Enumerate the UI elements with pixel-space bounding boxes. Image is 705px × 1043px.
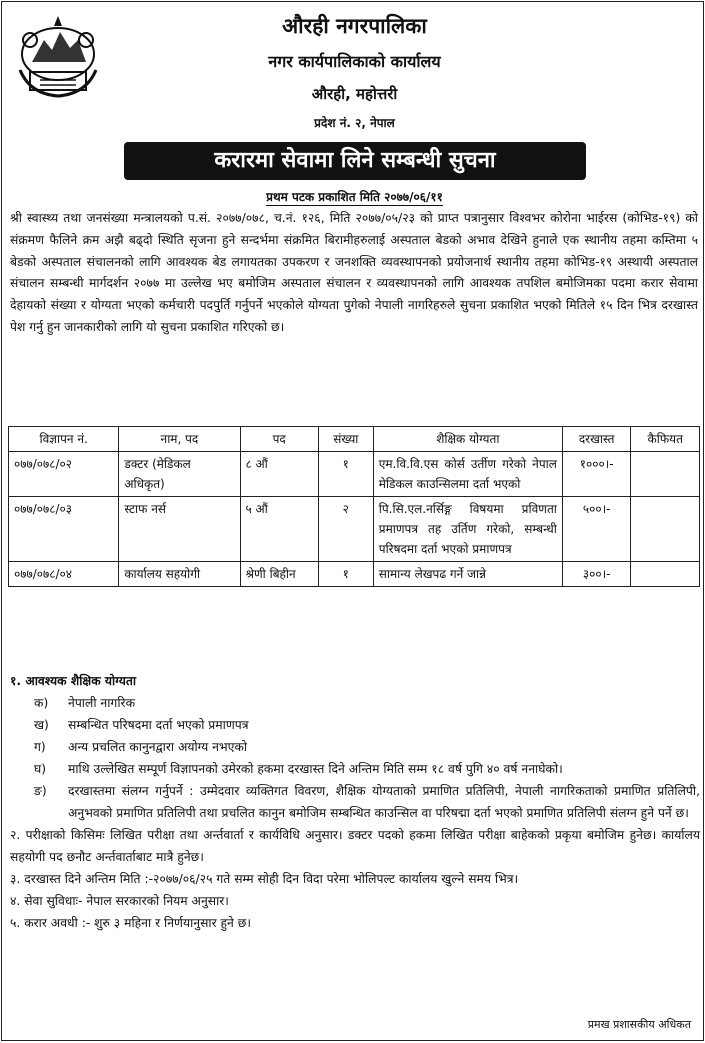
- col-ad-number: विज्ञापन नं.: [9, 427, 119, 452]
- notice-page: [1, 1, 704, 1041]
- cell-qualification: पि.सि.एल.नर्सिङ्ग विषयमा प्रविणता प्रमाणपत्र तह उर्तिण गरेको, सम्बन्धी परिषदमा दर्ता भएको प्रमाणपत्र: [373, 497, 562, 562]
- cell-ad-number: ०७७/०७८/०४: [9, 562, 119, 587]
- list-item-text: दरखास्तमा संलग्न गर्नुपर्ने : उम्मेदवार व्यक्तिगत विवरण, शैक्षिक योग्यताको प्रमाणित प्रतिलिपी, नेपाली नागरिकताको प्रमाणित प्रतिलिपी, अनुभवको प्रमाणित प्रतिलिपी तथा प्रचलित कानुन बमोजिम सम्बन्धित काउन्सिल वा परिषद्मा दर्ता भएको प्रमाणित प्रतिलिपी संलग्न हुने पर्ने छ।: [68, 784, 700, 820]
- cell-fee: ३००।-: [562, 562, 631, 587]
- publish-date: [2, 188, 704, 205]
- province-line: प्रदेश नं. २, नेपाल: [314, 116, 395, 130]
- cell-qualification: एम.वि.वि.एस कोर्स उर्तीण गरेको नेपाल मेडिकल काउन्सिलमा दर्ता भएको: [373, 452, 562, 497]
- requirements-title: १. आवश्यक शैक्षिक योग्यता: [10, 674, 137, 688]
- requirements-section: [10, 670, 700, 934]
- list-item: [10, 692, 700, 714]
- list-item: [10, 714, 700, 736]
- list-item-text: नेपाली नागरिक: [68, 696, 136, 710]
- table-header-row: [9, 427, 700, 452]
- signature-title: प्रमख प्रशासकीय अधिकत: [587, 1018, 691, 1031]
- vacancy-table: [8, 426, 700, 587]
- cell-count: १: [318, 562, 373, 587]
- list-item-text: अन्य प्रचलित कानुनद्वारा अयोग्य नभएको: [68, 740, 248, 754]
- exam-type-point: २. परीक्षाको किसिमः लिखित परीक्षा तथा अर्न्तवार्ता र कार्यविधि अनुसार। डक्टर पदको हकमा लिखित परीक्षा बाहेकको प्रकृया बमोजिम हुनेछ। कार्यालय सहयोगी पद छनौट अर्न्तवार्ताबाट मात्रै हुनेछ।: [10, 828, 700, 864]
- table-row: [9, 452, 700, 497]
- table-row: [9, 562, 700, 587]
- list-item-label: ङ): [34, 784, 47, 798]
- office-address: औरही, महोत्तरी: [311, 85, 398, 103]
- cell-post: श्रेणी बिहीन: [240, 562, 318, 587]
- publish-date-text: प्रथम पटक प्रकाशित मिति २०७७/०६/११: [266, 190, 443, 204]
- cell-name: कार्यालय सहयोगी: [119, 562, 240, 587]
- cell-name: डक्टर (मेडिकल अधिकृत): [119, 452, 240, 497]
- col-qualification: शैक्षिक योग्यता: [373, 427, 562, 452]
- cell-fee: ५००।-: [562, 497, 631, 562]
- list-item-text: सम्बन्धित परिषदमा दर्ता भएको प्रमाणपत्र: [68, 718, 249, 732]
- cell-post: ८ औं: [240, 452, 318, 497]
- col-name: नाम, पद: [119, 427, 240, 452]
- table-row: [9, 497, 700, 562]
- list-item-label: ख): [34, 718, 49, 732]
- list-item-label: घ): [34, 762, 47, 776]
- col-remarks: कैफियत: [631, 427, 700, 452]
- intro-paragraph: श्री स्वास्थ्य तथा जनसंख्या मन्त्रालयको प.सं. २०७७/०७८, च.नं. १२६, मिति २०७७/०५/२३ को प्राप्त पत्रानुसार विश्वभर कोरोना भाईरस (कोभिड-१९) को संक्रमण फैलिने क्रम अझै बढ्दो स्थिति सृजना हुने सन्दर्भमा संक्रमित बिरामीहरुलाई अस्पताल बेडको अभाव देखिने हुनाले एक स्थानीय तहमा कम्तिमा ५ बेडको अस्पताल संचालनको लागि आवश्यक बेड लगायतका उपकरण र जनशक्ति व्यवस्थापनको प्रयोजनार्थ स्थानीय तहमा कोभिड-१९ अस्थायी अस्पताल संचालन सम्बन्धी मार्गदर्शन २०७७ मा उल्लेख भए बमोजिम अस्पताल संचालन र व्यवस्थापनको लागि आवश्यक तपशिल बमोजिमका पदमा करार सेवामा देहायको संख्या र योग्यता भएको कर्मचारी पदपुर्ति गर्नुपर्ने भएकोले योग्यता पुगेको नेपाली नागरिहरुले सुचना प्रकाशित भएको मितिले १५ दिन भित्र दरखास्त पेश गर्नु हुन जानकारीको लागि यो सुचना प्रकाशित गरिएको छ।: [10, 211, 698, 334]
- list-item: [10, 758, 700, 780]
- facility-point: ४. सेवा सुविधाः- नेपाल सरकारको नियम अनुसार।: [10, 894, 229, 908]
- municipality-name: औरही नगरपालिका: [282, 14, 427, 38]
- cell-ad-number: ०७७/०७८/०२: [9, 452, 119, 497]
- cell-name: स्टाफ नर्स: [119, 497, 240, 562]
- cell-ad-number: ०७७/०७८/०३: [9, 497, 119, 562]
- cell-qualification: सामान्य लेखपढ गर्ने जान्ने: [373, 562, 562, 587]
- col-fee: दरखास्त: [562, 427, 631, 452]
- list-item: [10, 780, 700, 824]
- col-count: संख्या: [318, 427, 373, 452]
- office-name: नगर कार्यपालिकाको कार्यालय: [268, 52, 441, 71]
- notice-title: करारमा सेवामा लिने सम्बन्धी सुचना: [124, 142, 586, 180]
- list-item-label: क): [34, 696, 49, 710]
- cell-remarks: [631, 497, 700, 562]
- list-item-label: ग): [34, 740, 46, 754]
- col-post: पद: [240, 427, 318, 452]
- contract-period-point: ५. करार अवधी :- शुरु ३ महिना र निर्णयानुसार हुने छ।: [10, 916, 252, 930]
- cell-fee: १०००।-: [562, 452, 631, 497]
- cell-count: १: [318, 452, 373, 497]
- cell-remarks: [631, 562, 700, 587]
- list-item: [10, 736, 700, 758]
- cell-post: ५ औं: [240, 497, 318, 562]
- deadline-point: ३. दरखास्त दिने अन्तिम मिति :-२०७७/०६/२५ गते सम्म सोही दिन विदा परेमा भोलिपल्ट कार्यालय खुल्ने समय भित्र।: [10, 872, 519, 886]
- cell-remarks: [631, 452, 700, 497]
- cell-count: २: [318, 497, 373, 562]
- list-item-text: माथि उल्लेखित सम्पूर्ण विज्ञापनको उमेरको हकमा दरखास्त दिने अन्तिम मिति सम्म १८ वर्ष पुगि ४० वर्ष ननाघेको।: [68, 762, 563, 776]
